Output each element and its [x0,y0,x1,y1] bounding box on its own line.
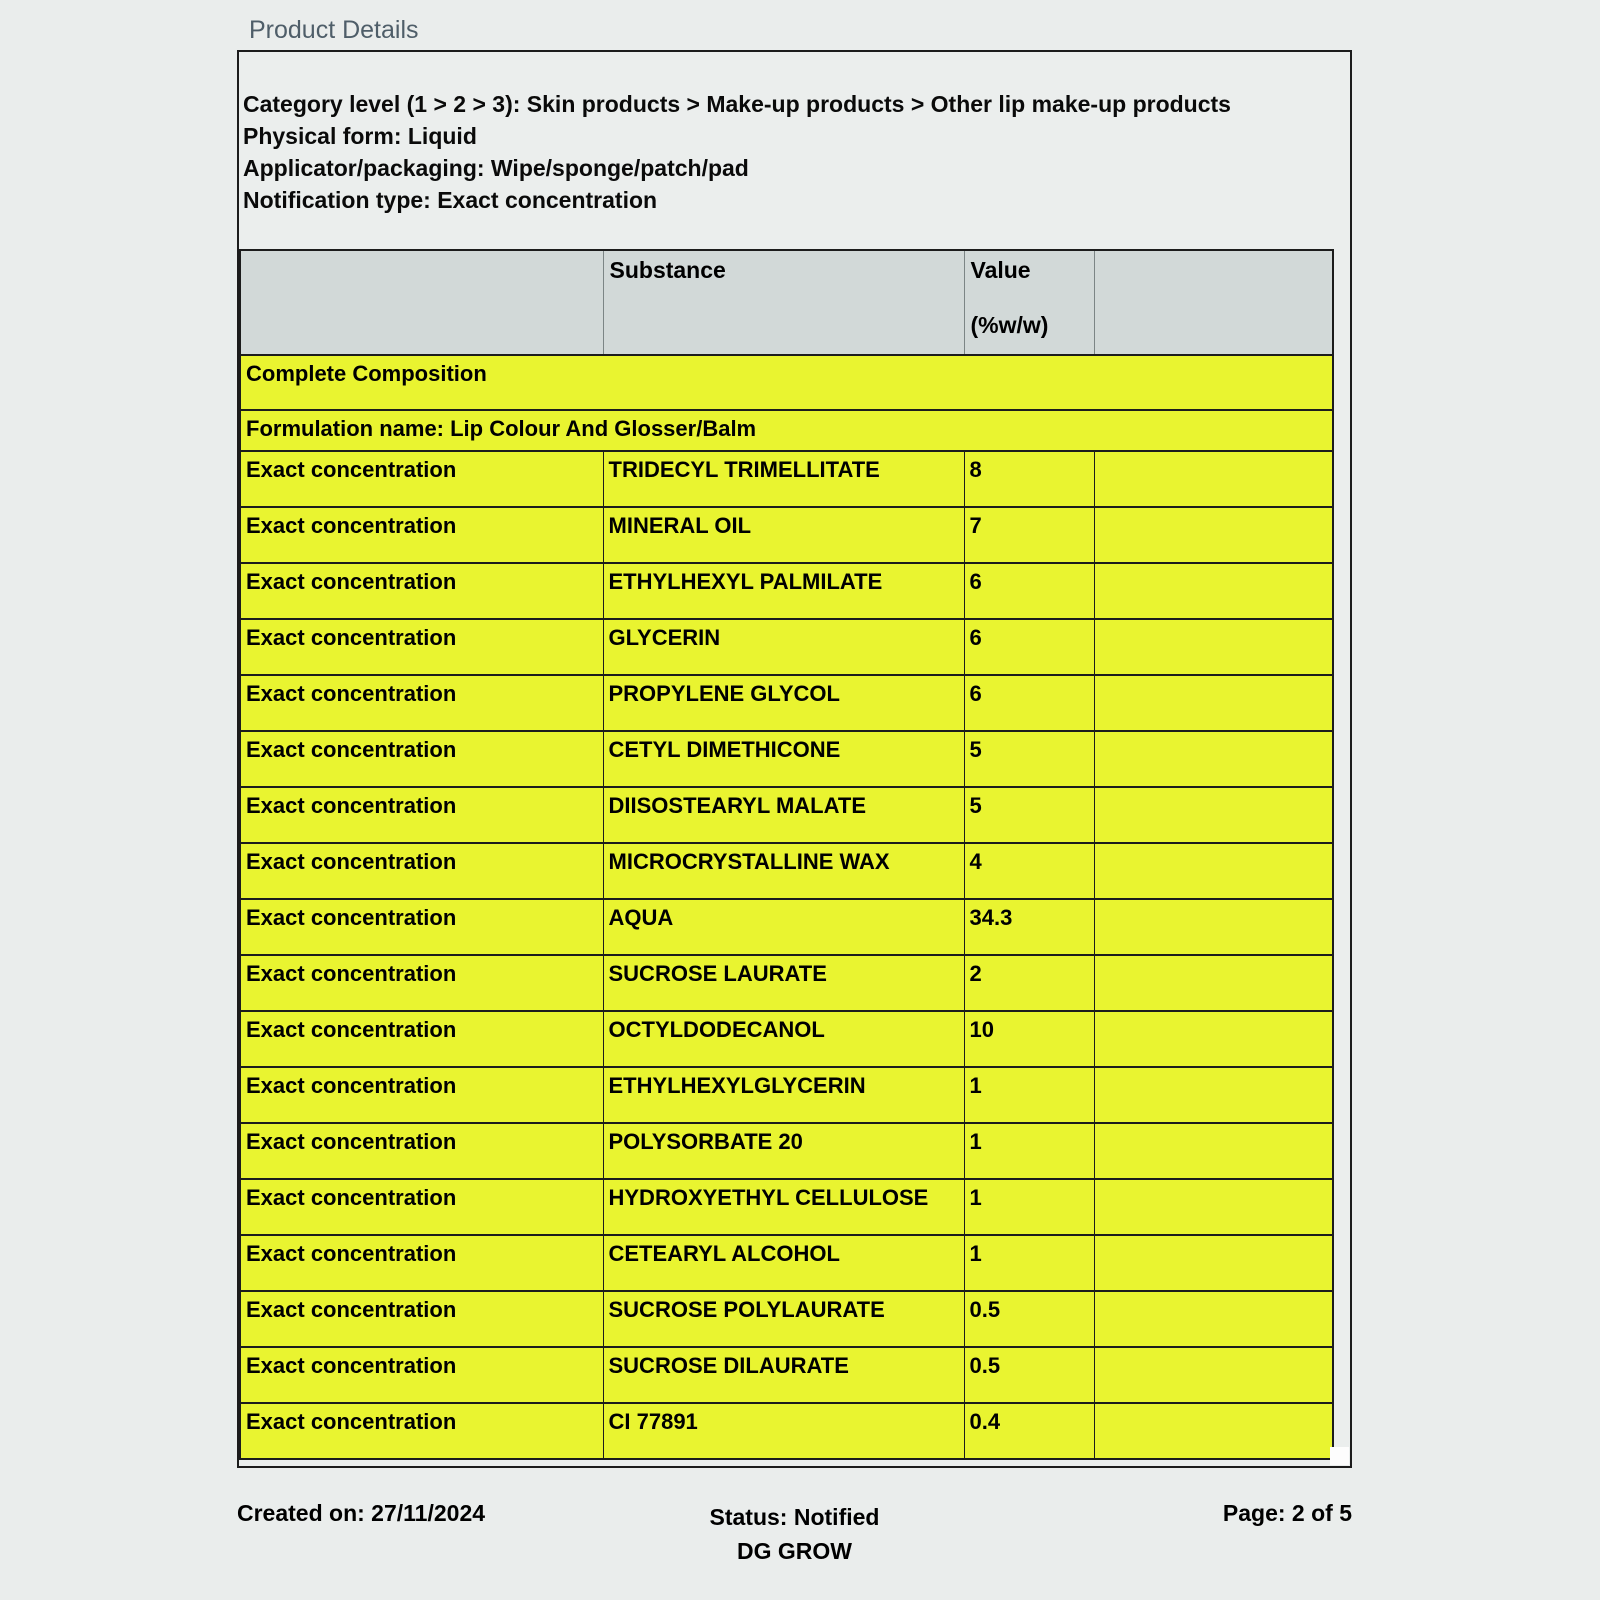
table-row [240,451,1333,507]
table-row [240,1123,1333,1179]
footer-center [710,1500,880,1568]
table-row [240,1403,1333,1459]
composition-table [239,249,1334,1460]
physical-form-line: Physical form: Liquid [243,123,477,149]
row-value: 7 [964,507,1094,563]
row-substance: MICROCRYSTALLINE WAX [603,843,964,899]
row-empty-cell [1094,1179,1333,1235]
row-value: 1 [964,1067,1094,1123]
table-row [240,507,1333,563]
row-empty-cell [1094,1123,1333,1179]
applicator-packaging-line: Applicator/packaging: Wipe/sponge/patch/pad [243,155,749,181]
row-value: 6 [964,563,1094,619]
row-empty-cell [1094,955,1333,1011]
row-empty-cell [1094,1235,1333,1291]
row-empty-cell [1094,675,1333,731]
row-notification-type: Exact concentration [240,731,603,787]
row-substance: OCTYLDODECANOL [603,1011,964,1067]
row-empty-cell [1094,507,1333,563]
row-value: 8 [964,451,1094,507]
section-header-row [240,355,1333,410]
header-empty-cell [240,250,603,355]
notification-type-line: Notification type: Exact concentration [243,187,658,213]
status-text: Status: Notified [709,1504,880,1530]
row-notification-type: Exact concentration [240,1067,603,1123]
row-value: 6 [964,675,1094,731]
row-empty-cell [1094,731,1333,787]
page-number-text: Page: 2 of 5 [1222,1500,1352,1526]
row-substance: CETYL DIMETHICONE [603,731,964,787]
row-empty-cell [1094,1067,1333,1123]
row-notification-type: Exact concentration [240,563,603,619]
row-empty-cell [1094,843,1333,899]
header-value [964,250,1094,355]
product-info-block [239,52,1350,216]
row-value: 0.5 [964,1291,1094,1347]
row-substance: SUCROSE DILAURATE [603,1347,964,1403]
row-value: 6 [964,619,1094,675]
table-row [240,731,1333,787]
row-value: 34.3 [964,899,1094,955]
table-row [240,619,1333,675]
category-level-line: Category level (1 > 2 > 3): Skin products > Make-up products > Other lip make-up products [243,91,1231,117]
product-details-panel [237,50,1352,1468]
table-row [240,675,1333,731]
row-value: 5 [964,731,1094,787]
row-substance: ETHYLHEXYLGLYCERIN [603,1067,964,1123]
row-substance: GLYCERIN [603,619,964,675]
row-substance: POLYSORBATE 20 [603,1123,964,1179]
header-empty-cell [1094,250,1333,355]
row-empty-cell [1094,1011,1333,1067]
row-empty-cell [1094,619,1333,675]
row-substance: SUCROSE LAURATE [603,955,964,1011]
table-row [240,1291,1333,1347]
row-value: 1 [964,1235,1094,1291]
row-notification-type: Exact concentration [240,1179,603,1235]
row-notification-type: Exact concentration [240,1291,603,1347]
row-notification-type: Exact concentration [240,899,603,955]
header-substance: Substance [603,250,964,355]
row-notification-type: Exact concentration [240,1235,603,1291]
row-value: 1 [964,1123,1094,1179]
table-row [240,1179,1333,1235]
page-footer [237,1500,1352,1568]
row-notification-type: Exact concentration [240,843,603,899]
table-row [240,843,1333,899]
row-substance: ETHYLHEXYL PALMILATE [603,563,964,619]
row-substance: PROPYLENE GLYCOL [603,675,964,731]
row-substance: MINERAL OIL [603,507,964,563]
row-notification-type: Exact concentration [240,1403,603,1459]
corner-notch [1330,1447,1349,1465]
row-substance: TRIDECYL TRIMELLITATE [603,451,964,507]
row-empty-cell [1094,563,1333,619]
row-notification-type: Exact concentration [240,1347,603,1403]
row-value: 2 [964,955,1094,1011]
row-value: 0.4 [964,1403,1094,1459]
row-empty-cell [1094,899,1333,955]
row-empty-cell [1094,451,1333,507]
formulation-name: Formulation name: Lip Colour And Glosser/Balm [240,410,1333,451]
row-notification-type: Exact concentration [240,955,603,1011]
page-title: Product Details [249,16,419,44]
row-notification-type: Exact concentration [240,507,603,563]
row-value: 1 [964,1179,1094,1235]
table-row [240,899,1333,955]
table-row [240,1011,1333,1067]
row-notification-type: Exact concentration [240,787,603,843]
header-value-unit: (%w/w) [970,312,1049,338]
composition-rows [240,355,1333,1459]
row-substance: HYDROXYETHYL CELLULOSE [603,1179,964,1235]
row-empty-cell [1094,1291,1333,1347]
table-row [240,787,1333,843]
row-notification-type: Exact concentration [240,619,603,675]
row-notification-type: Exact concentration [240,675,603,731]
row-value: 10 [964,1011,1094,1067]
row-substance: CI 77891 [603,1403,964,1459]
row-notification-type: Exact concentration [240,1011,603,1067]
row-substance: SUCROSE POLYLAURATE [603,1291,964,1347]
row-value: 5 [964,787,1094,843]
table-row [240,1067,1333,1123]
header-value-label: Value [970,257,1031,283]
row-empty-cell [1094,1403,1333,1459]
org-text: DG GROW [736,1538,852,1564]
row-value: 4 [964,843,1094,899]
row-empty-cell [1094,1347,1333,1403]
table-header-row [240,250,1333,355]
row-notification-type: Exact concentration [240,451,603,507]
row-substance: DIISOSTEARYL MALATE [603,787,964,843]
created-on-text: Created on: 27/11/2024 [237,1500,486,1526]
section-title: Complete Composition [240,355,1333,410]
table-row [240,1235,1333,1291]
row-substance: AQUA [603,899,964,955]
row-value: 0.5 [964,1347,1094,1403]
row-empty-cell [1094,787,1333,843]
table-row [240,1347,1333,1403]
row-substance: CETEARYL ALCOHOL [603,1235,964,1291]
row-notification-type: Exact concentration [240,1123,603,1179]
formulation-row [240,410,1333,451]
table-row [240,955,1333,1011]
table-row [240,563,1333,619]
